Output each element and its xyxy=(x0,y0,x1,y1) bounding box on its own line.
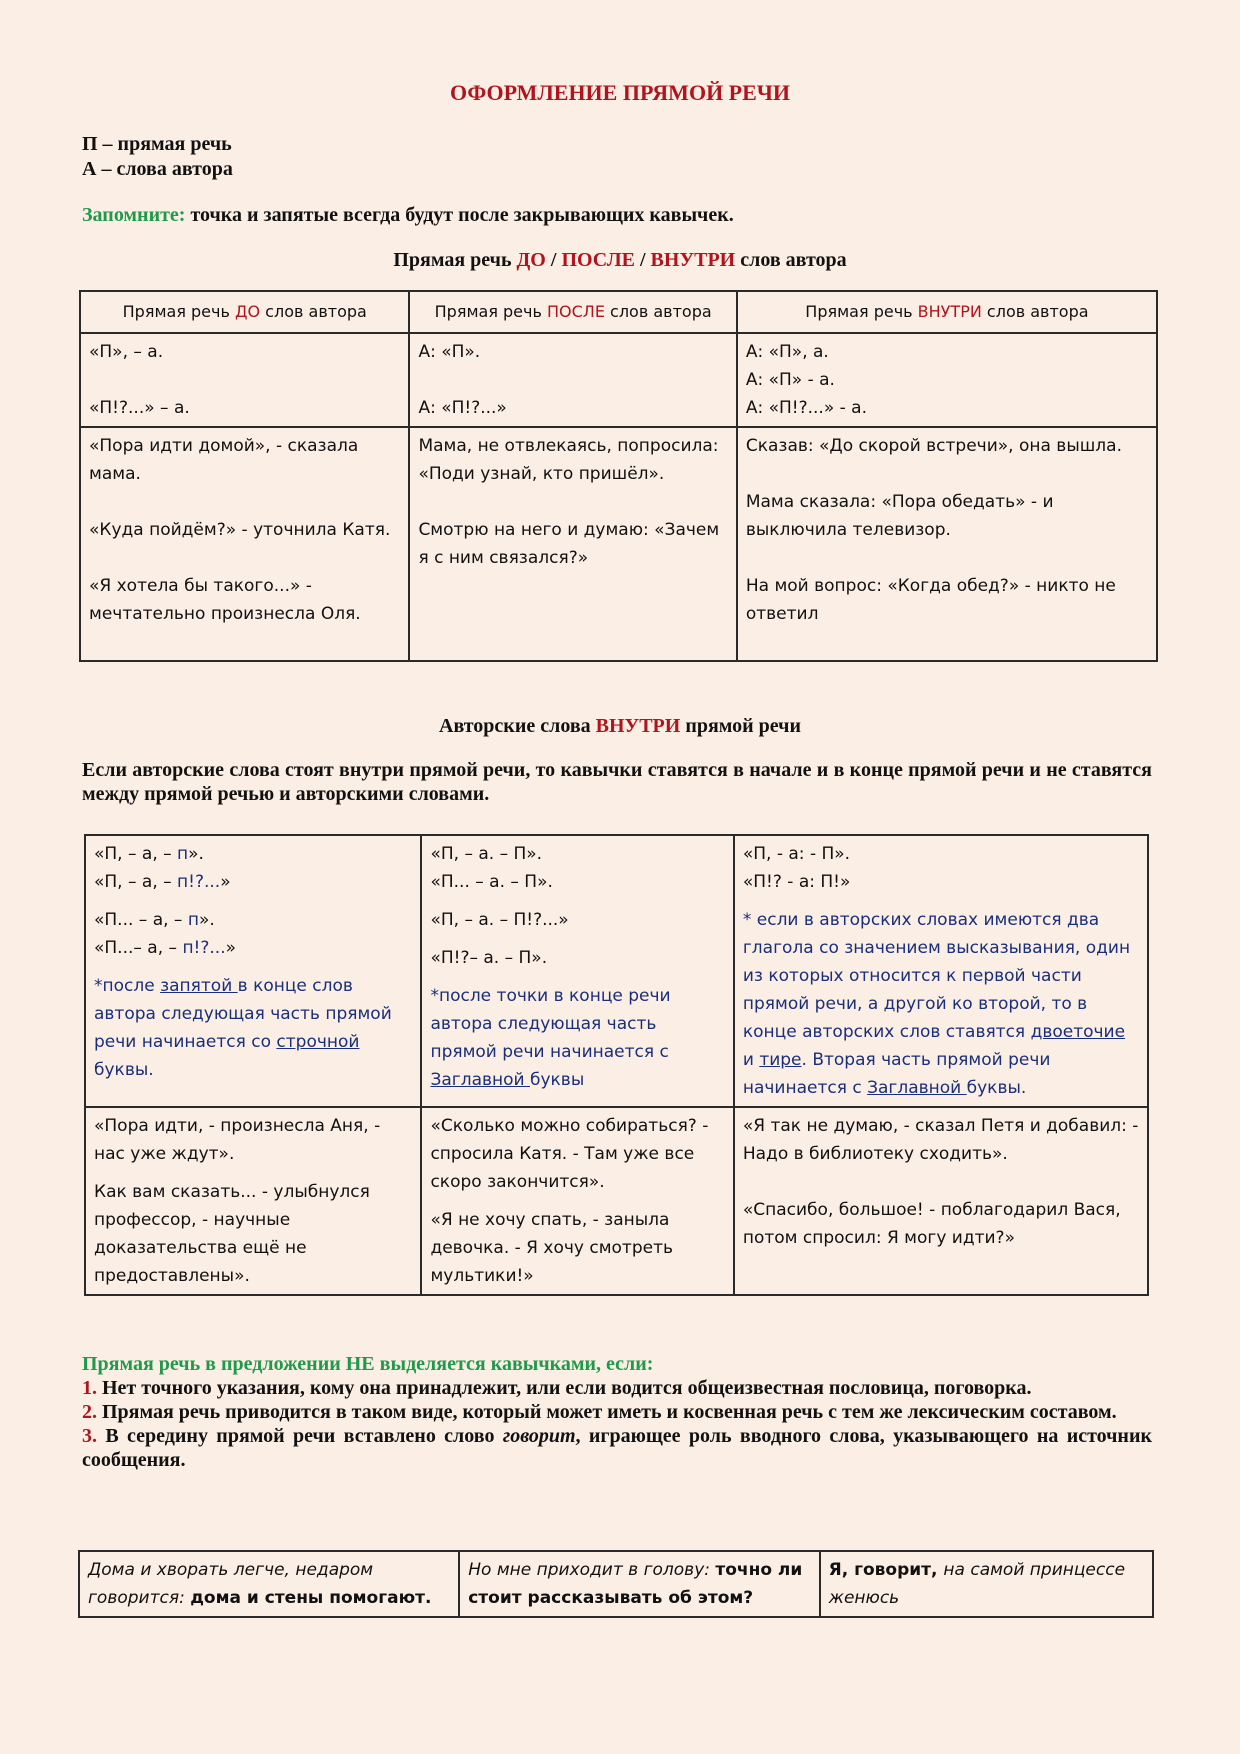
legend xyxy=(82,132,233,182)
note-period: *после точки в конце речи автора следующая часть прямой речи начинается с Заглавной буквы xyxy=(430,986,671,1090)
page-title: ОФОРМЛЕНИЕ ПРЯМОЙ РЕЧИ xyxy=(449,80,791,105)
rule-item-3: 3. В середину прямой речи вставлено слово говорит, играющее роль вводного слова, указывающего на источник сообщения. xyxy=(82,1425,1152,1471)
table-row-examples xyxy=(85,1107,1148,1295)
example-cell-colon: «Я так не думаю, - сказал Петя и добавил: - Надо в библиотеку сходить». «Спасибо, большое! - поблагодарил Вася, потом спросил: Я могу идти?» xyxy=(734,1107,1148,1295)
header-posle: Прямая речь ПОСЛЕ слов автора xyxy=(409,291,736,333)
scheme-cell-do: «П», – а. «П!?...» – а. xyxy=(80,333,409,427)
heading-highlight-posle: ПОСЛЕ xyxy=(561,249,635,271)
scheme-cell-posle: А: «П». А: «П!?...» xyxy=(409,333,736,427)
heading-highlight-do: ДО xyxy=(516,249,546,271)
remember-note xyxy=(82,204,734,227)
section3-heading: Прямая речь в предложении НЕ выделяется кавычками, если: xyxy=(82,1353,654,1375)
note-colon: * если в авторских словах имеются два глагола со значением высказывания, один из которых относится к первой части прямой речи, а другой ко второй, то в конце авторских слов ставятся двоеточие и тире. Вторая часть прямой речи начинается с Заглавной буквы. xyxy=(742,910,1131,1098)
remember-label: Запомните: xyxy=(82,204,186,226)
heading-sep: / xyxy=(545,249,562,271)
section2-rule: Если авторские слова стоят внутри прямой речи, то кавычки ставятся в начале и в конце прямой речи и не ставятся между прямой речью и авторскими словами. xyxy=(82,759,1152,805)
heading-highlight-vnutri: ВНУТРИ xyxy=(650,249,736,271)
table-row-examples xyxy=(80,427,1157,661)
example-indirect: Но мне приходит в голову: точно ли стоит рассказывать об этом? xyxy=(459,1551,819,1617)
heading-text: слов автора xyxy=(735,249,847,271)
example-proverb: Дома и хворать легче, недаром говорится: дома и стены помогают. xyxy=(79,1551,459,1617)
table-row-schemes xyxy=(80,333,1157,427)
rule-item-2: 2. Прямая речь приводится в таком виде, который может иметь и косвенная речь с тем же лексическим составом. xyxy=(82,1401,1117,1423)
table-row-schemes xyxy=(85,835,1148,1107)
table-header-row xyxy=(80,291,1157,333)
example-cell-comma: «Пора идти, - произнесла Аня, - нас уже ждут». Как вам сказать... - улыбнулся профессор, - научные доказательства ещё не предоставлены». xyxy=(85,1107,421,1295)
author-inside-table xyxy=(84,834,1149,1296)
example-cell-period: «Сколько можно собираться? - спросила Катя. - Там уже все скоро закончится». «Я не хочу спать, - заныла девочка. - Я хочу смотреть мультики!» xyxy=(421,1107,733,1295)
examples-table xyxy=(78,1550,1154,1618)
rule-item-1: 1. Нет точного указания, кому она принадлежит, или если водится общеизвестная пословица, поговорка. xyxy=(82,1377,1032,1399)
position-table xyxy=(79,290,1158,662)
section2-heading: Авторские слова ВНУТРИ прямой речи xyxy=(439,715,801,737)
example-cell-posle: Мама, не отвлекаясь, попросила: «Поди узнай, кто пришёл». Смотрю на него и думаю: «Зачем я с ним связался?» xyxy=(409,427,736,661)
legend-p: П – прямая речь xyxy=(82,133,232,155)
section3 xyxy=(82,1352,1152,1472)
example-govorit: Я, говорит, на самой принцессе женюсь xyxy=(820,1551,1153,1617)
heading-sep: / xyxy=(634,249,651,271)
header-do: Прямая речь ДО слов автора xyxy=(80,291,409,333)
example-cell-do: «Пора идти домой», - сказала мама. «Куда пойдём?» - уточнила Катя. «Я хотела бы такого...» - мечтательно произнесла Оля. xyxy=(80,427,409,661)
heading-text: Прямая речь xyxy=(393,249,517,271)
scheme-cell-colon: «П, - а: - П». «П!? - а: П!» * если в авторских словах имеются два глагола со значением высказывания, один из которых относится к первой части прямой речи, а другой ко второй, то в конце авторских слов ставятся двоеточие и тире. Вторая часть прямой речи начинается с Заглавной буквы. xyxy=(734,835,1148,1107)
note-comma: *после запятой в конце слов автора следующая часть прямой речи начинается со строчной буквы. xyxy=(94,976,392,1080)
scheme-cell-vnutri: А: «П», а. А: «П» - а. А: «П!?...» - а. xyxy=(737,333,1157,427)
remember-text: точка и запятые всегда будут после закрывающих кавычек. xyxy=(185,204,734,226)
header-vnutri: Прямая речь ВНУТРИ слов автора xyxy=(737,291,1157,333)
scheme-cell-comma: «П, – а, – п». «П, – а, – п!?...» «П... – а, – п». «П...– а, – п!?...» *после запятой в конце слов автора следующая часть прямой речи начинается со строчной буквы. xyxy=(85,835,421,1107)
legend-a: А – слова автора xyxy=(82,158,233,180)
section1-heading xyxy=(0,249,1240,272)
scheme-cell-period: «П, – а. – П». «П... – а. – П». «П, – а. – П!?...» «П!?– а. – П». *после точки в конце речи автора следующая часть прямой речи начинается с Заглавной буквы xyxy=(421,835,733,1107)
example-cell-vnutri: Сказав: «До скорой встречи», она вышла. Мама сказала: «Пора обедать» - и выключила телевизор. На мой вопрос: «Когда обед?» - никто не ответил xyxy=(737,427,1157,661)
table-row xyxy=(79,1551,1153,1617)
